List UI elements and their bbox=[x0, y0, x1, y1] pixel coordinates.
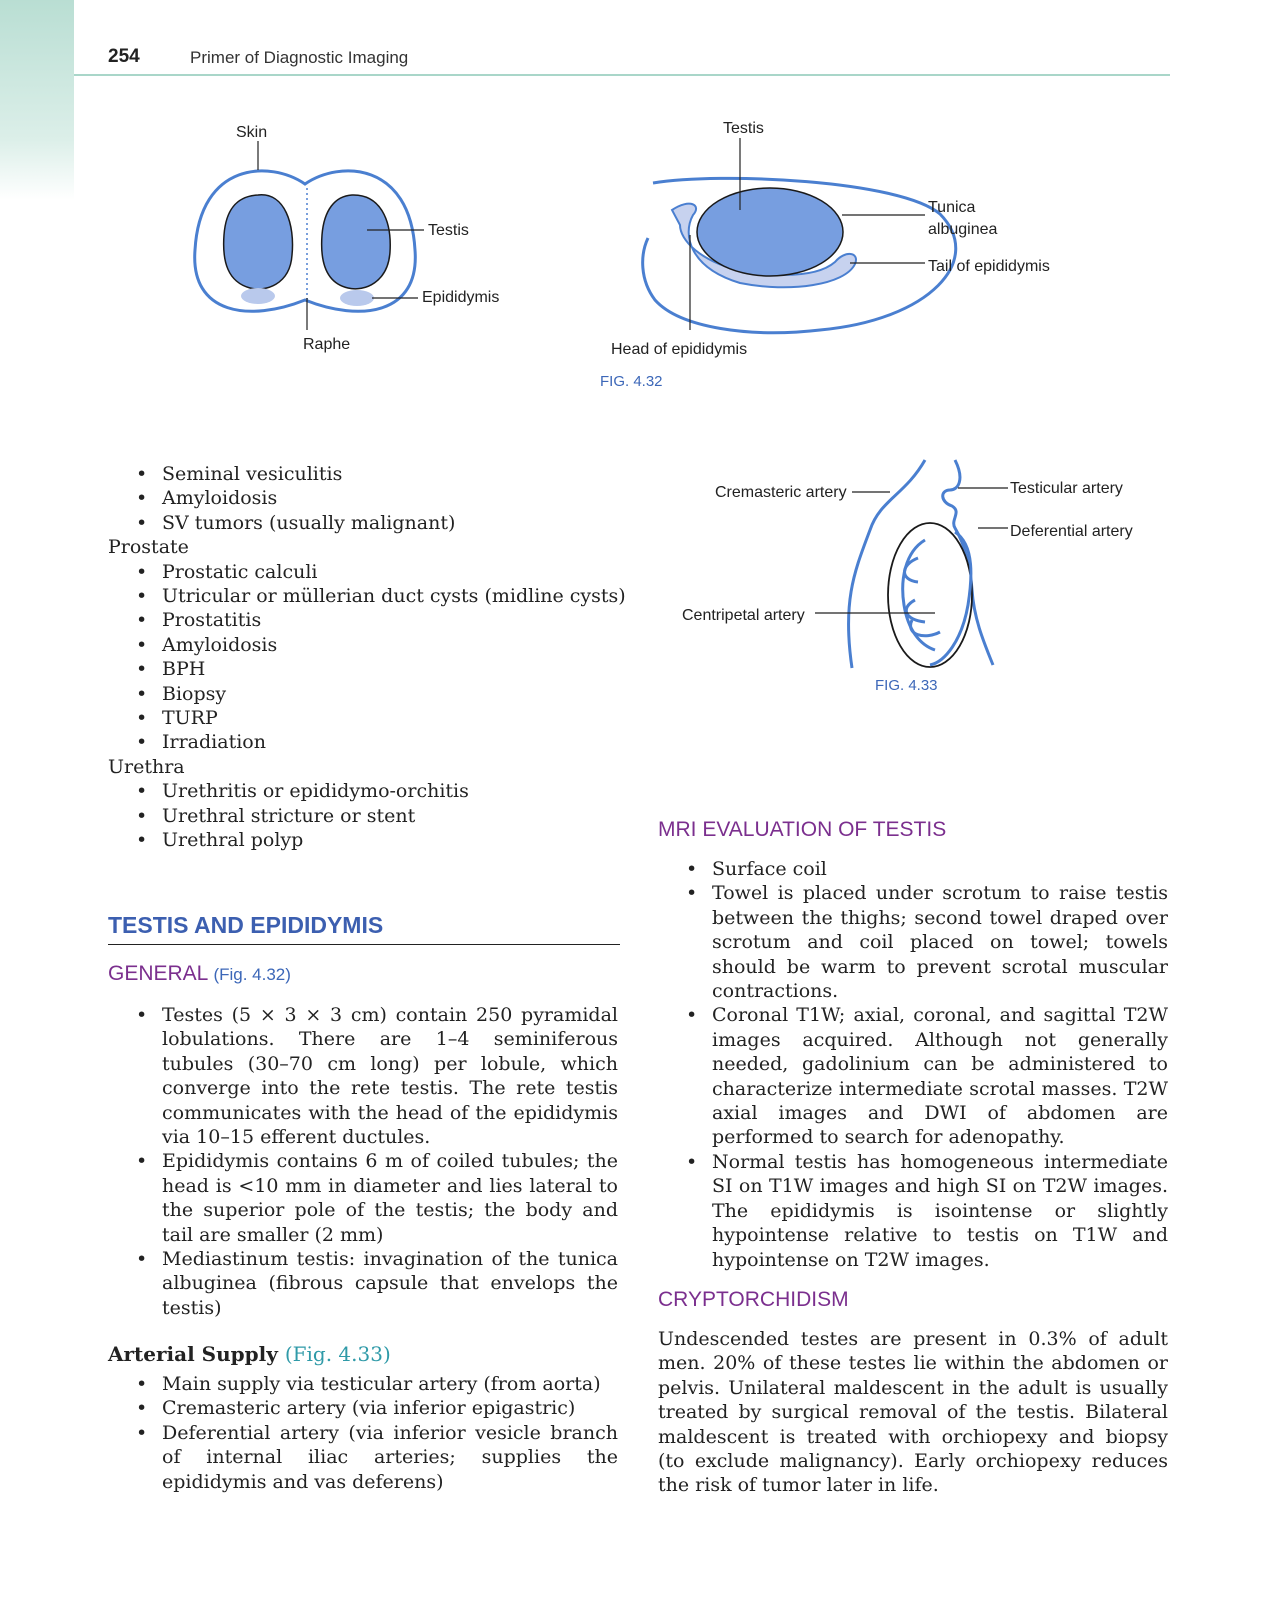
left-testis bbox=[224, 195, 293, 289]
testis-vascular bbox=[888, 523, 972, 667]
label-head-epididymis: Head of epididymis bbox=[611, 341, 748, 358]
general-heading bbox=[108, 962, 291, 986]
list-item: • SV tumors (usually malignant) bbox=[108, 511, 626, 535]
label-testicular: Testicular artery bbox=[1010, 480, 1123, 497]
list-item: • Prostatic calculi bbox=[108, 560, 626, 584]
prostate-label: Prostate bbox=[108, 536, 189, 559]
figure-4-32 bbox=[0, 0, 1280, 400]
arterial-list bbox=[108, 1372, 618, 1494]
general-title: GENERAL bbox=[108, 962, 208, 985]
list-item: • Urethritis or epididymo-orchitis bbox=[108, 779, 626, 803]
page-number: 254 bbox=[108, 46, 140, 67]
label-testis-right: Testis bbox=[723, 120, 764, 137]
arterial-block bbox=[108, 1372, 618, 1494]
right-epididymis bbox=[340, 290, 374, 306]
list-item: • Seminal vesiculitis bbox=[108, 462, 626, 486]
list-item: • Mediastinum testis: invagination of the tunica albuginea (fibrous capsule that envelops the testis) bbox=[108, 1247, 618, 1320]
general-block bbox=[108, 1003, 618, 1320]
caption-fig-4-33: FIG. 4.33 bbox=[875, 677, 938, 694]
list-item: • Normal testis has homogeneous intermediate SI on T1W images and high SI on T2W images. The epididymis is isointense or slightly hypointense relative to testis on T1W and hypointense on T2W images. bbox=[658, 1150, 1168, 1272]
label-deferential: Deferential artery bbox=[1010, 523, 1133, 540]
label-cremasteric: Cremasteric artery bbox=[715, 484, 847, 501]
label-tunica-1: Tunica bbox=[928, 199, 976, 216]
label-testis-left: Testis bbox=[428, 222, 469, 239]
label-raphe: Raphe bbox=[303, 336, 351, 353]
crypt-paragraph: Undescended testes are present in 0.3% of adult men. 20% of these testes lie within the abdomen or pelvis. Unilateral maldescent in the adult is usually treated by surgical removal of the testis. Bilateral maldescent is treated with orchiopexy and biopsy (to exclude malignancy). Early orchiopexy reduces the risk of tumor later in life. bbox=[658, 1328, 1168, 1497]
list-item: • BPH bbox=[108, 657, 626, 681]
arterial-heading bbox=[108, 1342, 391, 1366]
mri-block bbox=[658, 857, 1168, 1272]
prostate-list bbox=[108, 560, 626, 755]
label-epididymis-left: Epididymis bbox=[422, 289, 500, 306]
urethra-list bbox=[108, 779, 626, 852]
list-item: • Main supply via testicular artery (from aorta) bbox=[108, 1372, 618, 1396]
caption-fig-4-32: FIG. 4.32 bbox=[600, 373, 663, 390]
list-item: • Amyloidosis bbox=[108, 633, 626, 657]
list-item: • Coronal T1W; axial, coronal, and sagittal T2W images acquired. Although not generally needed, gadolinium can be administered to characterize intermediate scrotal masses. T2W axial images and DWI of abdomen are performed to search for adenopathy. bbox=[658, 1003, 1168, 1149]
testis-sagittal bbox=[697, 188, 843, 276]
list-item: • Amyloidosis bbox=[108, 486, 626, 510]
crypt-heading: CRYPTORCHIDISM bbox=[658, 1288, 849, 1311]
list-item: • Towel is placed under scrotum to raise testis between the thighs; second towel draped over scrotum and coil placed on towel; towels should be warm to prevent scrotal muscular contractions. bbox=[658, 881, 1168, 1003]
arterial-title: Arterial Supply bbox=[108, 1342, 278, 1366]
arterial-fig-ref: (Fig. 4.33) bbox=[284, 1342, 391, 1366]
sv-list bbox=[108, 462, 626, 535]
list-item: • Biopsy bbox=[108, 682, 626, 706]
list-item: • TURP bbox=[108, 706, 626, 730]
list-item: • Testes (5 × 3 × 3 cm) contain 250 pyramidal lobulations. There are 1–4 seminiferous tubules (30–70 cm long) per lobule, which converge into the rete testis. The rete testis communicates with the head of the epididymis via 10–15 efferent ductules. bbox=[108, 1003, 618, 1149]
section-rule bbox=[108, 944, 620, 945]
mri-list bbox=[658, 857, 1168, 1272]
label-tail-epididymis: Tail of epididymis bbox=[928, 258, 1050, 275]
list-item: • Epididymis contains 6 m of coiled tubules; the head is <10 mm in diameter and lies lateral to the superior pole of the testis; the body and tail are smaller (2 mm) bbox=[108, 1149, 618, 1247]
list-item: • Urethral stricture or stent bbox=[108, 804, 626, 828]
urethra-label: Urethra bbox=[108, 755, 185, 778]
list-item: • Surface coil bbox=[658, 857, 1168, 881]
left-epididymis bbox=[241, 288, 275, 304]
list-item: • Irradiation bbox=[108, 730, 626, 754]
label-centripetal: Centripetal artery bbox=[682, 607, 805, 624]
list-item: • Cremasteric artery (via inferior epigastric) bbox=[108, 1396, 618, 1420]
left-column bbox=[108, 462, 626, 853]
mri-heading: MRI EVALUATION OF TESTIS bbox=[658, 818, 947, 841]
general-fig-ref: (Fig. 4.32) bbox=[213, 965, 291, 984]
label-tunica-2: albuginea bbox=[928, 221, 998, 238]
running-title: Primer of Diagnostic Imaging bbox=[190, 48, 409, 67]
right-testis bbox=[322, 195, 391, 289]
general-list bbox=[108, 1003, 618, 1320]
list-item: • Prostatitis bbox=[108, 608, 626, 632]
label-skin: Skin bbox=[236, 124, 268, 141]
list-item: • Urethral polyp bbox=[108, 828, 626, 852]
list-item: • Utricular or müllerian duct cysts (midline cysts) bbox=[108, 584, 626, 608]
section-title: TESTIS AND EPIDIDYMIS bbox=[108, 912, 384, 938]
list-item: • Deferential artery (via inferior vesicle branch of internal iliac arteries; supplies the epididymis and vas deferens) bbox=[108, 1421, 618, 1494]
